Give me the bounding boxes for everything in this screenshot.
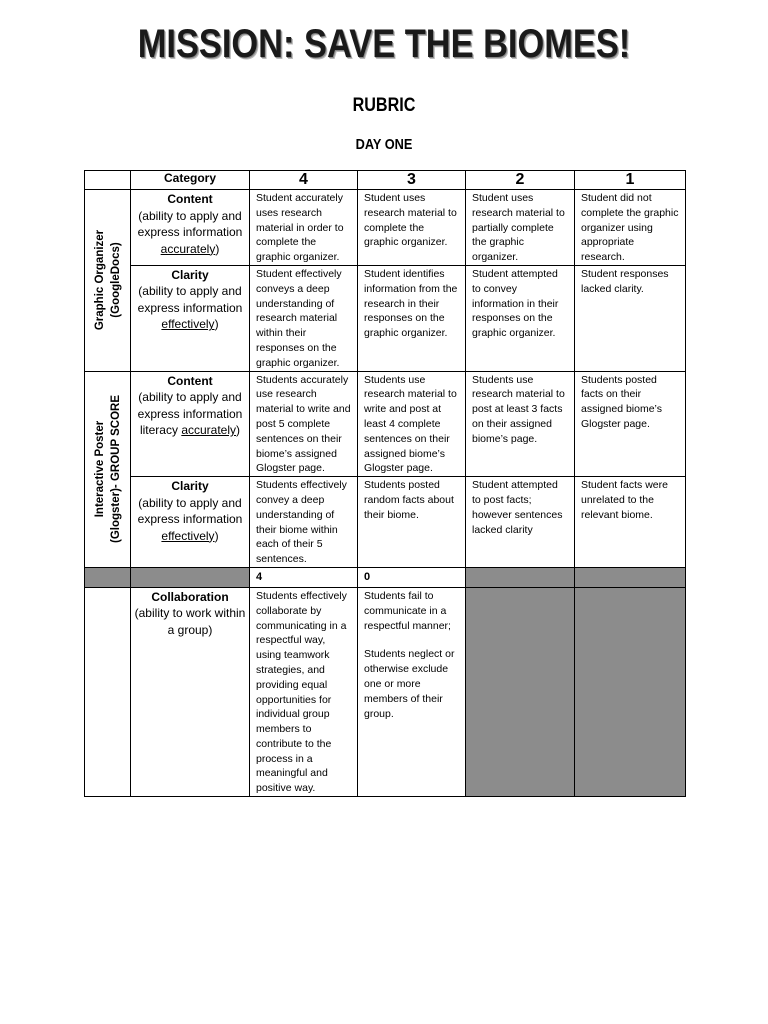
collab-score-0: 0 [358,567,466,587]
shaded-cell [466,587,575,796]
score-header-row [85,567,686,587]
criterion-desc: (ability to apply and express information [137,284,243,315]
criterion-cell [131,587,250,796]
level-3-description: Students use research material to write and post at least 4 complete sentences on their assigned biome’s Glogster page. [358,371,466,477]
header-row [85,171,686,190]
level-4-description: Student effectively conveys a deep understanding of research material within their responses on the graphic organizer. [250,265,358,371]
level-2-description: Students use research material to post at least 3 facts on their assigned biome’s page. [466,371,575,477]
criterion-name: Clarity [171,267,209,282]
level-1-description: Student facts were unrelated to the relevant biome. [575,477,686,568]
criterion-desc-underlined: effectively [161,528,215,543]
header-category: Category [131,171,250,190]
collab-level-0-part: Students neglect or otherwise exclude one or more members of their group. [364,648,455,720]
section-label-line: (GoogleDocs) [109,242,122,318]
header-level-1: 1 [575,171,686,190]
shaded-cell [575,587,686,796]
level-4-description: Students effectively convey a deep understanding of their biome within each of their 5 sentences. [250,477,358,568]
criterion-desc-end: ) [214,317,219,332]
collab-level-0-description [358,587,466,796]
level-3-description: Student identifies information from the research in their responses on the graphic organizer. [358,265,466,371]
level-3-description: Students posted random facts about their biome. [358,477,466,568]
table-row [85,477,686,568]
criterion-cell [131,477,250,568]
header-level-2: 2 [466,171,575,190]
level-1-description: Student responses lacked clarity. [575,265,686,371]
level-1-description: Student did not complete the graphic organizer using appropriate research. [575,190,686,266]
section-label-graphic-organizer [85,190,131,372]
shaded-cell [131,567,250,587]
header-blank-cell [85,171,131,190]
collab-score-4: 4 [250,567,358,587]
level-2-description: Student attempted to convey information in their responses on the graphic organizer. [466,265,575,371]
criterion-name: Content [167,192,213,206]
table-row [85,190,686,266]
criterion-name: Clarity [171,479,209,494]
level-4-description: Students accurately use research material to write and post 5 complete sentences on their biome’s assigned Glogster page. [250,371,358,477]
criterion-desc: (ability to work within a group) [134,606,246,637]
level-3-description: Student uses research material to complete the graphic organizer. [358,190,466,266]
criterion-desc-end: ) [214,528,219,543]
rubric-table [84,170,686,797]
criterion-desc: (ability to apply and express information [137,208,243,239]
criterion-desc-end: ) [236,423,241,438]
document-title: MISSION: SAVE THE BIOMES! [137,22,631,66]
criterion-desc-end: ) [215,241,220,256]
criterion-name: Content [167,373,213,388]
collab-level-4-description: Students effectively collaborate by communicating in a respectful way, using teamwork strategies, and providing equal opportunities for individual group members to contribute to the process in a meaningful and positive way. [250,587,358,796]
shaded-cell [466,567,575,587]
criterion-desc-underlined: accurately [160,241,216,256]
criterion-name: Collaboration [151,589,229,604]
blank-cell [85,587,131,796]
criterion-desc: (ability to apply and express information [137,495,243,527]
shaded-cell [85,567,131,587]
criterion-cell [131,371,250,477]
criterion-cell [131,190,250,266]
section-label-interactive-poster [85,371,131,567]
table-row [85,371,686,477]
shaded-cell [575,567,686,587]
rubric-heading: RUBRIC [352,95,416,116]
header-level-4: 4 [250,171,358,190]
day-heading: DAY ONE [355,136,413,153]
section-label-line: Interactive Poster [93,420,106,518]
level-2-description: Student uses research material to partially complete the graphic organizer. [466,190,575,266]
level-2-description: Student attempted to post facts; however sentences lacked clarity [466,477,575,568]
criterion-desc-underlined: effectively [161,317,215,332]
header-level-3: 3 [358,171,466,190]
section-label-line: Graphic Organizer [93,230,106,331]
table-row [85,587,686,796]
criterion-cell [131,265,250,371]
collab-level-0-part: Students fail to communicate in a respectful manner; [364,589,451,632]
table-row [85,265,686,371]
level-4-description: Student accurately uses research material in order to complete the graphic organizer. [250,190,358,266]
criterion-desc-underlined: accurately [181,423,237,438]
section-label-line: (Glogster)- GROUP SCORE [109,395,122,544]
level-1-description: Students posted facts on their assigned biome’s Glogster page. [575,371,686,477]
criterion-desc: (ability to apply and express information literacy [137,390,243,438]
